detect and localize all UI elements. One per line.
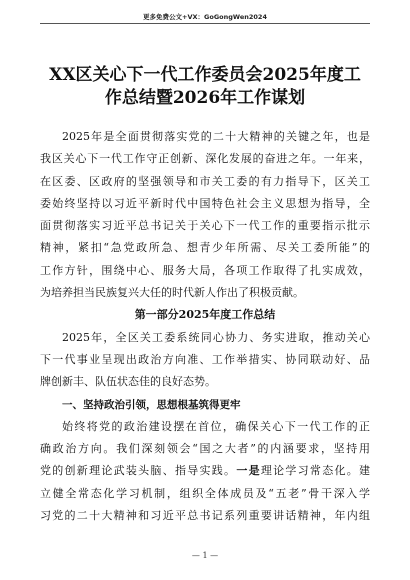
document-title (40, 64, 370, 110)
body-line: 为培养担当民族复兴大任的时代新人作出了积极贡献。 (40, 286, 304, 300)
body-line: 精神，紧扣“急党政所急、想青少年所需、尽关工委所能”的 (40, 241, 370, 255)
body-line: 立健全常态化学习机制，组织全体成员及“五老”骨干深入学 (40, 486, 370, 500)
page-header: 更多免费公文+VX：GoGongWen2024 (143, 13, 267, 21)
body-line: 习党的二十大精神和习近平总书记系列重要讲话精神，年内组 (40, 509, 370, 523)
body-line: 委始终坚持以习近平新时代中国特色社会主义思想为指导，全 (40, 196, 370, 210)
section-heading: 一、坚持政治引领，思想根基筑得更牢 (62, 398, 241, 411)
title-line-1: XX区关心下一代工作委员会2025年度工 (49, 65, 361, 85)
body-line: 我区关心下一代工作守正创新、深化发展的奋进之年。一年来， (40, 152, 370, 166)
page-number: — 1 — (191, 551, 219, 560)
body-line-mixed (40, 460, 370, 482)
body-line: 牌创新丰、队伍状态佳的良好态势。 (40, 375, 216, 389)
body-line: 面贯彻落实习近平总书记关于关心下一代工作的重要指示批示 (40, 219, 370, 233)
body-line: 在区委、区政府的坚强领导和市关工委的有力指导下，区关工 (40, 174, 370, 188)
body-line: 2025年是全面贯彻落实党的二十大精神的关键之年，也是 (62, 130, 370, 143)
body-text: 理论学习常态化。建 (260, 464, 371, 478)
body-line: 确政治方向。我们深刻领会“国之大者”的内涵要求，坚持用 (40, 442, 370, 456)
title-line-2: 作总结暨2026年工作谋划 (104, 88, 306, 108)
body-line: 2025年，全区关工委系统同心协力、务实进取，推动关心 (62, 330, 370, 344)
body-line: 始终将党的政治建设摆在首位，确保关心下一代工作的正 (62, 419, 370, 433)
body-text: 党的创新理论武装头脑、指导实践。 (40, 464, 237, 478)
body-line: 工作方针，围绕中心、服务大局，各项工作取得了扎实成效， (40, 263, 370, 277)
part-one-title: 第一部分2025年度工作总结 (134, 308, 276, 322)
document-body (40, 126, 370, 527)
body-line: 下一代事业呈现出政治方向准、工作举措实、协同联动好、品 (40, 352, 370, 366)
header-divider (40, 23, 370, 24)
bold-phrase: 一是 (236, 464, 261, 478)
